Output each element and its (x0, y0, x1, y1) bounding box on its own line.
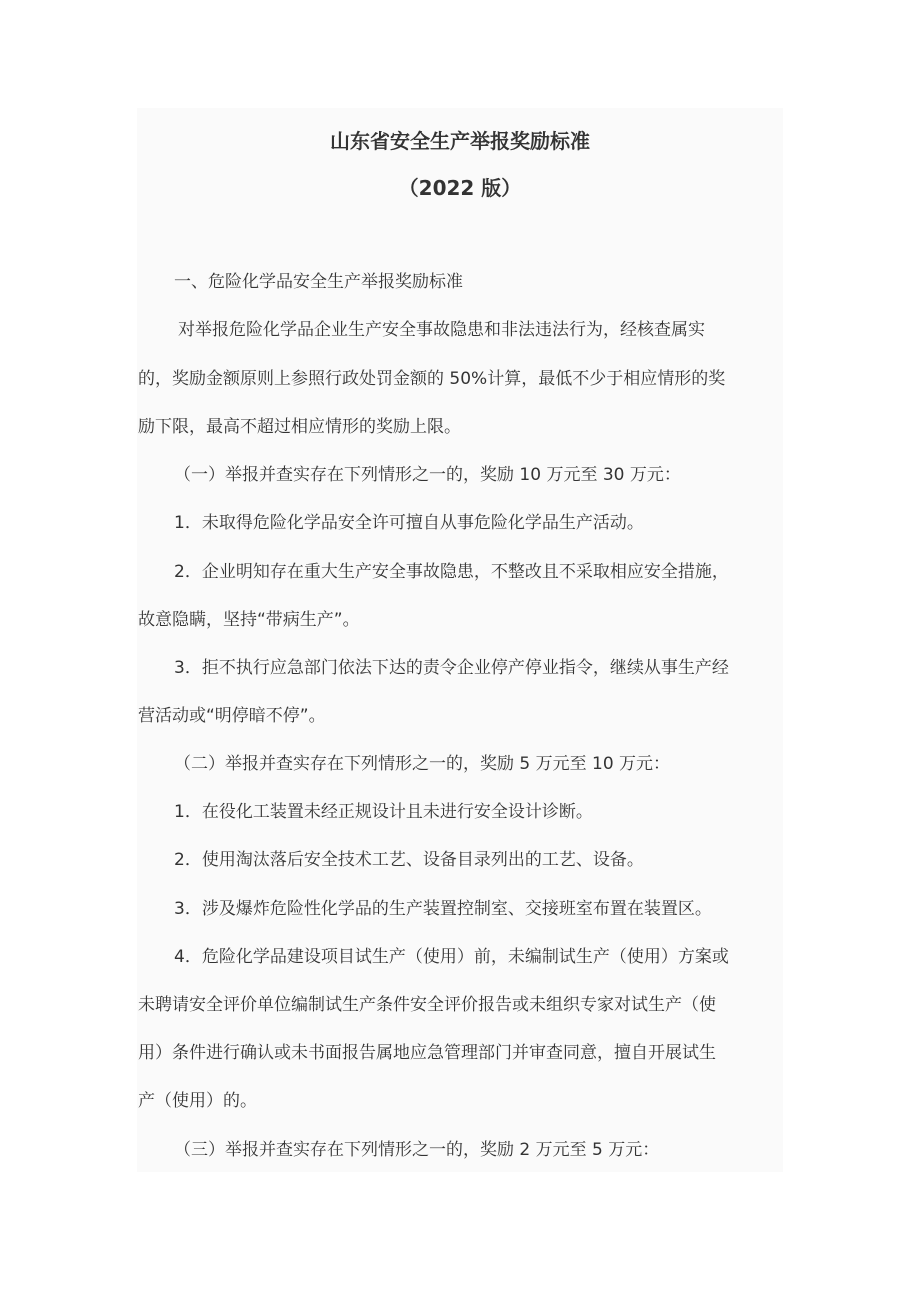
document-title: 山东省安全生产举报奖励标准 (330, 129, 590, 153)
document-subtitle: （2022 版） (398, 176, 522, 200)
list-item: 2．使用淘汰落后安全技术工艺、设备目录列出的工艺、设备。 (174, 850, 644, 870)
list-item-continuation: 营活动或“明停暗不停”。 (138, 706, 326, 726)
subsection-heading-1: （一）举报并查实存在下列情形之一的，奖励 10 万元至 30 万元： (174, 465, 681, 485)
list-item: 3．涉及爆炸危险性化学品的生产装置控制室、交接班室布置在装置区。 (174, 899, 712, 919)
list-item: 3．拒不执行应急部门依法下达的责令企业停产停业指令，继续从事生产经 (174, 658, 729, 678)
section-heading-hazardous-chemicals: 一、危险化学品安全生产举报奖励标准 (174, 272, 463, 292)
list-item-continuation: 产（使用）的。 (138, 1091, 257, 1111)
list-item: 1．在役化工装置未经正规设计且未进行安全设计诊断。 (174, 802, 593, 822)
paragraph-line: 励下限，最高不超过相应情形的奖励上限。 (138, 417, 461, 437)
paragraph-line: 对举报危险化学品企业生产安全事故隐患和非法违法行为，经核查属实 (178, 320, 705, 340)
subsection-heading-2: （二）举报并查实存在下列情形之一的，奖励 5 万元至 10 万元： (174, 754, 671, 774)
list-item-continuation: 用）条件进行确认或未书面报告属地应急管理部门并审查同意，擅自开展试生 (138, 1043, 716, 1063)
list-item-continuation: 故意隐瞒，坚持“带病生产”。 (138, 610, 360, 630)
list-item: 2．企业明知存在重大生产安全事故隐患，不整改且不采取相应安全措施， (174, 562, 729, 582)
subsection-heading-3: （三）举报并查实存在下列情形之一的，奖励 2 万元至 5 万元： (174, 1140, 660, 1160)
list-item: 1．未取得危险化学品安全许可擅自从事危险化学品生产活动。 (174, 513, 644, 533)
list-item-continuation: 未聘请安全评价单位编制试生产条件安全评价报告或未组织专家对试生产（使 (138, 995, 716, 1015)
list-item: 4．危险化学品建设项目试生产（使用）前，未编制试生产（使用）方案或 (174, 947, 729, 967)
paragraph-line: 的，奖励金额原则上参照行政处罚金额的 50%计算，最低不少于相应情形的奖 (138, 369, 726, 389)
